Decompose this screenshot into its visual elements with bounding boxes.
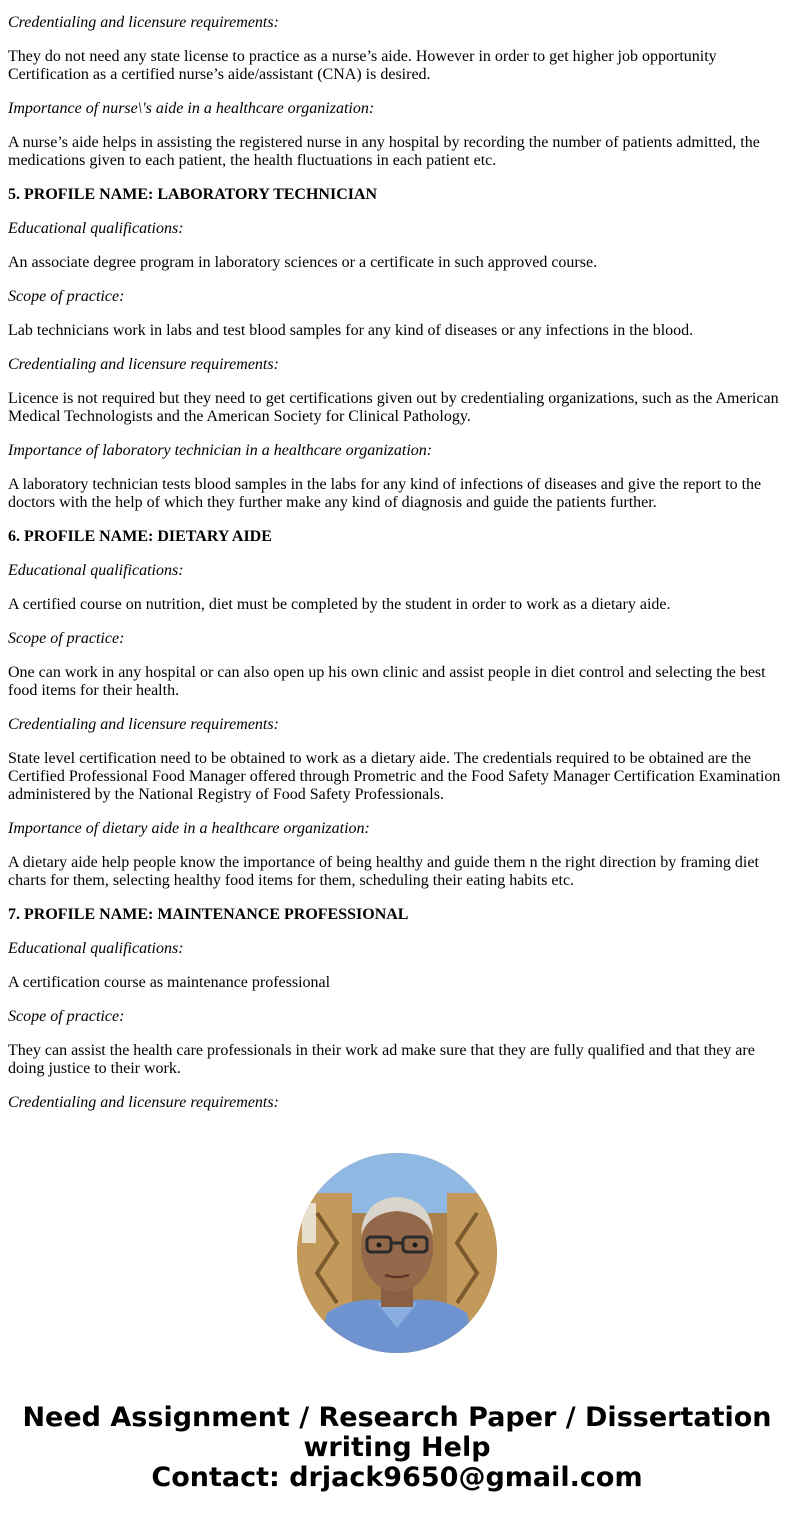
section-label: Scope of practice: [8, 1008, 125, 1025]
paragraph: Licence is not required but they need to get certifications given out by credentialing organizations, such as the American Medical Technologists and the American Society for Clinical Pathology. [8, 390, 779, 425]
paragraph: A certification course as maintenance professional [8, 974, 331, 991]
section-label: Importance of laboratory technician in a healthcare organization: [8, 442, 433, 459]
section-label: Importance of dietary aide in a healthcare organization: [8, 820, 370, 837]
section-label: Credentialing and licensure requirements: [8, 356, 279, 373]
promo-line: writing Help [303, 1432, 491, 1463]
profile-heading-maintenance-professional: 7. PROFILE NAME: MAINTENANCE PROFESSIONAL [8, 906, 409, 923]
section-label: Credentialing and licensure requirements: [8, 14, 279, 31]
promo-contact: Contact: drjack9650@gmail.com [151, 1462, 643, 1493]
section-label: Educational qualifications: [8, 940, 184, 957]
section-label: Importance of nurse\'s aide in a healthcare organization: [8, 100, 375, 117]
promo-banner [0, 1403, 794, 1493]
paragraph: A laboratory technician tests blood samples in the labs for any kind of infections of diseases and give the report to the doctors with the help of which they further make any kind of diagnosis and guide the patients further. [8, 476, 762, 511]
avatar-portrait [297, 1153, 497, 1353]
paragraph: Lab technicians work in labs and test blood samples for any kind of diseases or any infections in the blood. [8, 322, 694, 339]
section-label: Credentialing and licensure requirements: [8, 1094, 279, 1111]
profile-heading-laboratory-technician: 5. PROFILE NAME: LABORATORY TECHNICIAN [8, 186, 378, 203]
promo-line: Need Assignment / Research Paper / Dissertation [22, 1402, 772, 1433]
section-label: Scope of practice: [8, 630, 125, 647]
profile-heading-dietary-aide: 6. PROFILE NAME: DIETARY AIDE [8, 528, 272, 545]
paragraph: They do not need any state license to practice as a nurse’s aide. However in order to get higher job opportunity Certification as a certified nurse’s aide/assistant (CNA) is desired. [8, 48, 717, 83]
section-label: Educational qualifications: [8, 220, 184, 237]
paragraph: A certified course on nutrition, diet must be completed by the student in order to work as a dietary aide. [8, 596, 671, 613]
paragraph: One can work in any hospital or can also open up his own clinic and assist people in diet control and selecting the best food items for their health. [8, 664, 766, 699]
document-body [8, 0, 786, 1128]
section-label: Credentialing and licensure requirements: [8, 716, 279, 733]
section-label: Scope of practice: [8, 288, 125, 305]
paragraph: State level certification need to be obtained to work as a dietary aide. The credentials required to be obtained are the Certified Professional Food Manager offered through Prometric and the Food Safety Manager Certification Examination administered by the National Registry of Food Safety Professionals. [8, 750, 781, 803]
paragraph: An associate degree program in laboratory sciences or a certificate in such approved course. [8, 254, 598, 271]
section-label: Educational qualifications: [8, 562, 184, 579]
paragraph: They can assist the health care professionals in their work ad make sure that they are fully qualified and that they are doing justice to their work. [8, 1042, 755, 1077]
avatar [297, 1153, 497, 1353]
paragraph: A nurse’s aide helps in assisting the registered nurse in any hospital by recording the number of patients admitted, the medications given to each patient, the health fluctuations in each patient etc. [8, 134, 760, 169]
paragraph: A dietary aide help people know the importance of being healthy and guide them n the right direction by framing diet charts for them, selecting healthy food items for them, scheduling their eating habits etc. [8, 854, 759, 889]
